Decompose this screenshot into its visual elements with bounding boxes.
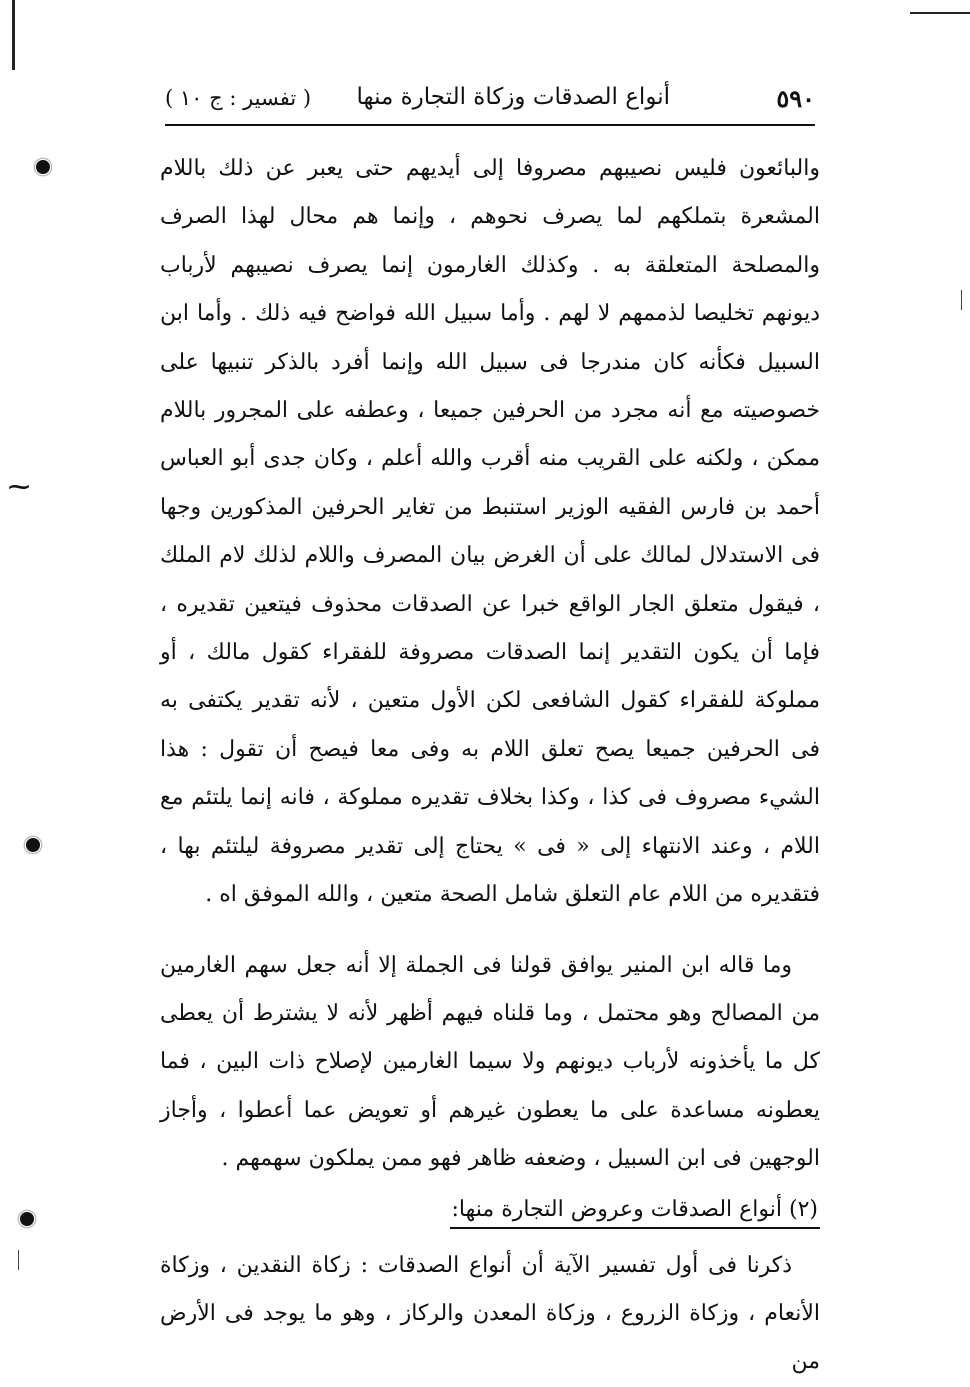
body-paragraph: ذكرنا فى أول تفسير الآية أن أنواع الصدقات : زكاة النقدين ، وزكاة الأنعام ، وزكاة الزروع ، وزكاة المعدن والركاز ، وهو ما يوجد فى الأرض من — [160, 1252, 820, 1375]
body-paragraph: والبائعون فليس نصيبهم مصروفا إلى أيديهم حتى يعبر عن ذلك باللام المشعرة بتملكهم لما يصرف نحوهم ، وإنما هم محال لهذا الصرف والمصلحة المتعلقة به . وكذلك الغارمون إنما يصرف نصيبهم لأرباب ديونهم تخليصا لذممهم لا لهم . وأما سبيل الله فواضح فيه ذلك . وأما ابن السبيل فكأنه كان مندرجا فى سبيل الله وإنما أفرد بالذكر تنبيها على خصوصيته مع أنه مجرد من الحرفين جميعا ، وعطفه على المجرور باللام ممكن ، ولكنه على القريب منه أقرب والله أعلم ، وكان جدى أبو العباس أحمد بن فارس الفقيه الوزير استنبط من تغاير الحرفين المذكورين وجها فى الاستدلال لمالك على أن الغرض بيان المصرف واللام لذلك لام الملك ، فيقول متعلق الجار الواقع خبرا عن الصدقات محذوف فيتعين تقديره ، فإما أن يكون التقدير إنما الصدقات مصروفة للفقراء كقول مالك ، أو مملوكة للفقراء كقول الشافعى لكن الأول متعين ، لأنه تقدير يكتفى به فى الحرفين جميعا يصح تعلق اللام به وفى معا فيصح أن تقول : هذا الشيء مصروف فى كذا ، وكذا بخلاف تقديره مملوكة ، فانه إنما يلتئم مع اللام ، وعند الانتهاء إلى « فى » يحتاج إلى تقدير مصروفة ليلتئم بها ، فتقديره من اللام عام التعلق شامل الصحة متعين ، والله الموفق اه . — [160, 156, 820, 908]
margin-bullet-icon — [20, 1212, 34, 1226]
page-header — [165, 84, 815, 120]
scan-mark-bottom — [18, 1250, 19, 1270]
margin-bullet-icon — [36, 160, 50, 174]
scan-edge-top — [910, 12, 970, 14]
section-reference: ( تفسير : ج ١٠ ) — [165, 86, 312, 110]
section-heading-text: (٢) أنواع الصدقات وعروض التجارة منها: — [450, 1193, 820, 1229]
page-body — [160, 145, 820, 1387]
section-heading — [160, 1186, 820, 1234]
margin-ink-mark-icon: ⁓ — [8, 474, 30, 500]
page-number: ٥٩٠ — [776, 84, 815, 113]
running-title: أنواع الصدقات وزكاة التجارة منها — [356, 84, 670, 110]
header-rule — [165, 124, 815, 126]
scan-edge-left — [12, 0, 15, 70]
margin-bullet-icon — [26, 838, 40, 852]
body-paragraph: وما قاله ابن المنير يوافق قولنا فى الجملة إلا أنه جعل سهم الغارمين من المصالح وهو محتمل ، وما قلناه فيهم أظهر لأنه لا يشترط أن يعطى كل ما يأخذونه لأرباب ديونهم ولا سيما الغارمين لإصلاح ذات البين ، فما يعطونه مساعدة على ما يعطون غيرهم أو تعويض عما أعطوا ، وأجاز الوجهين فى ابن السبيل ، وضعفه ظاهر فهو ممن يملكون سهمهم . — [160, 952, 820, 1172]
scan-mark-right — [961, 290, 962, 310]
